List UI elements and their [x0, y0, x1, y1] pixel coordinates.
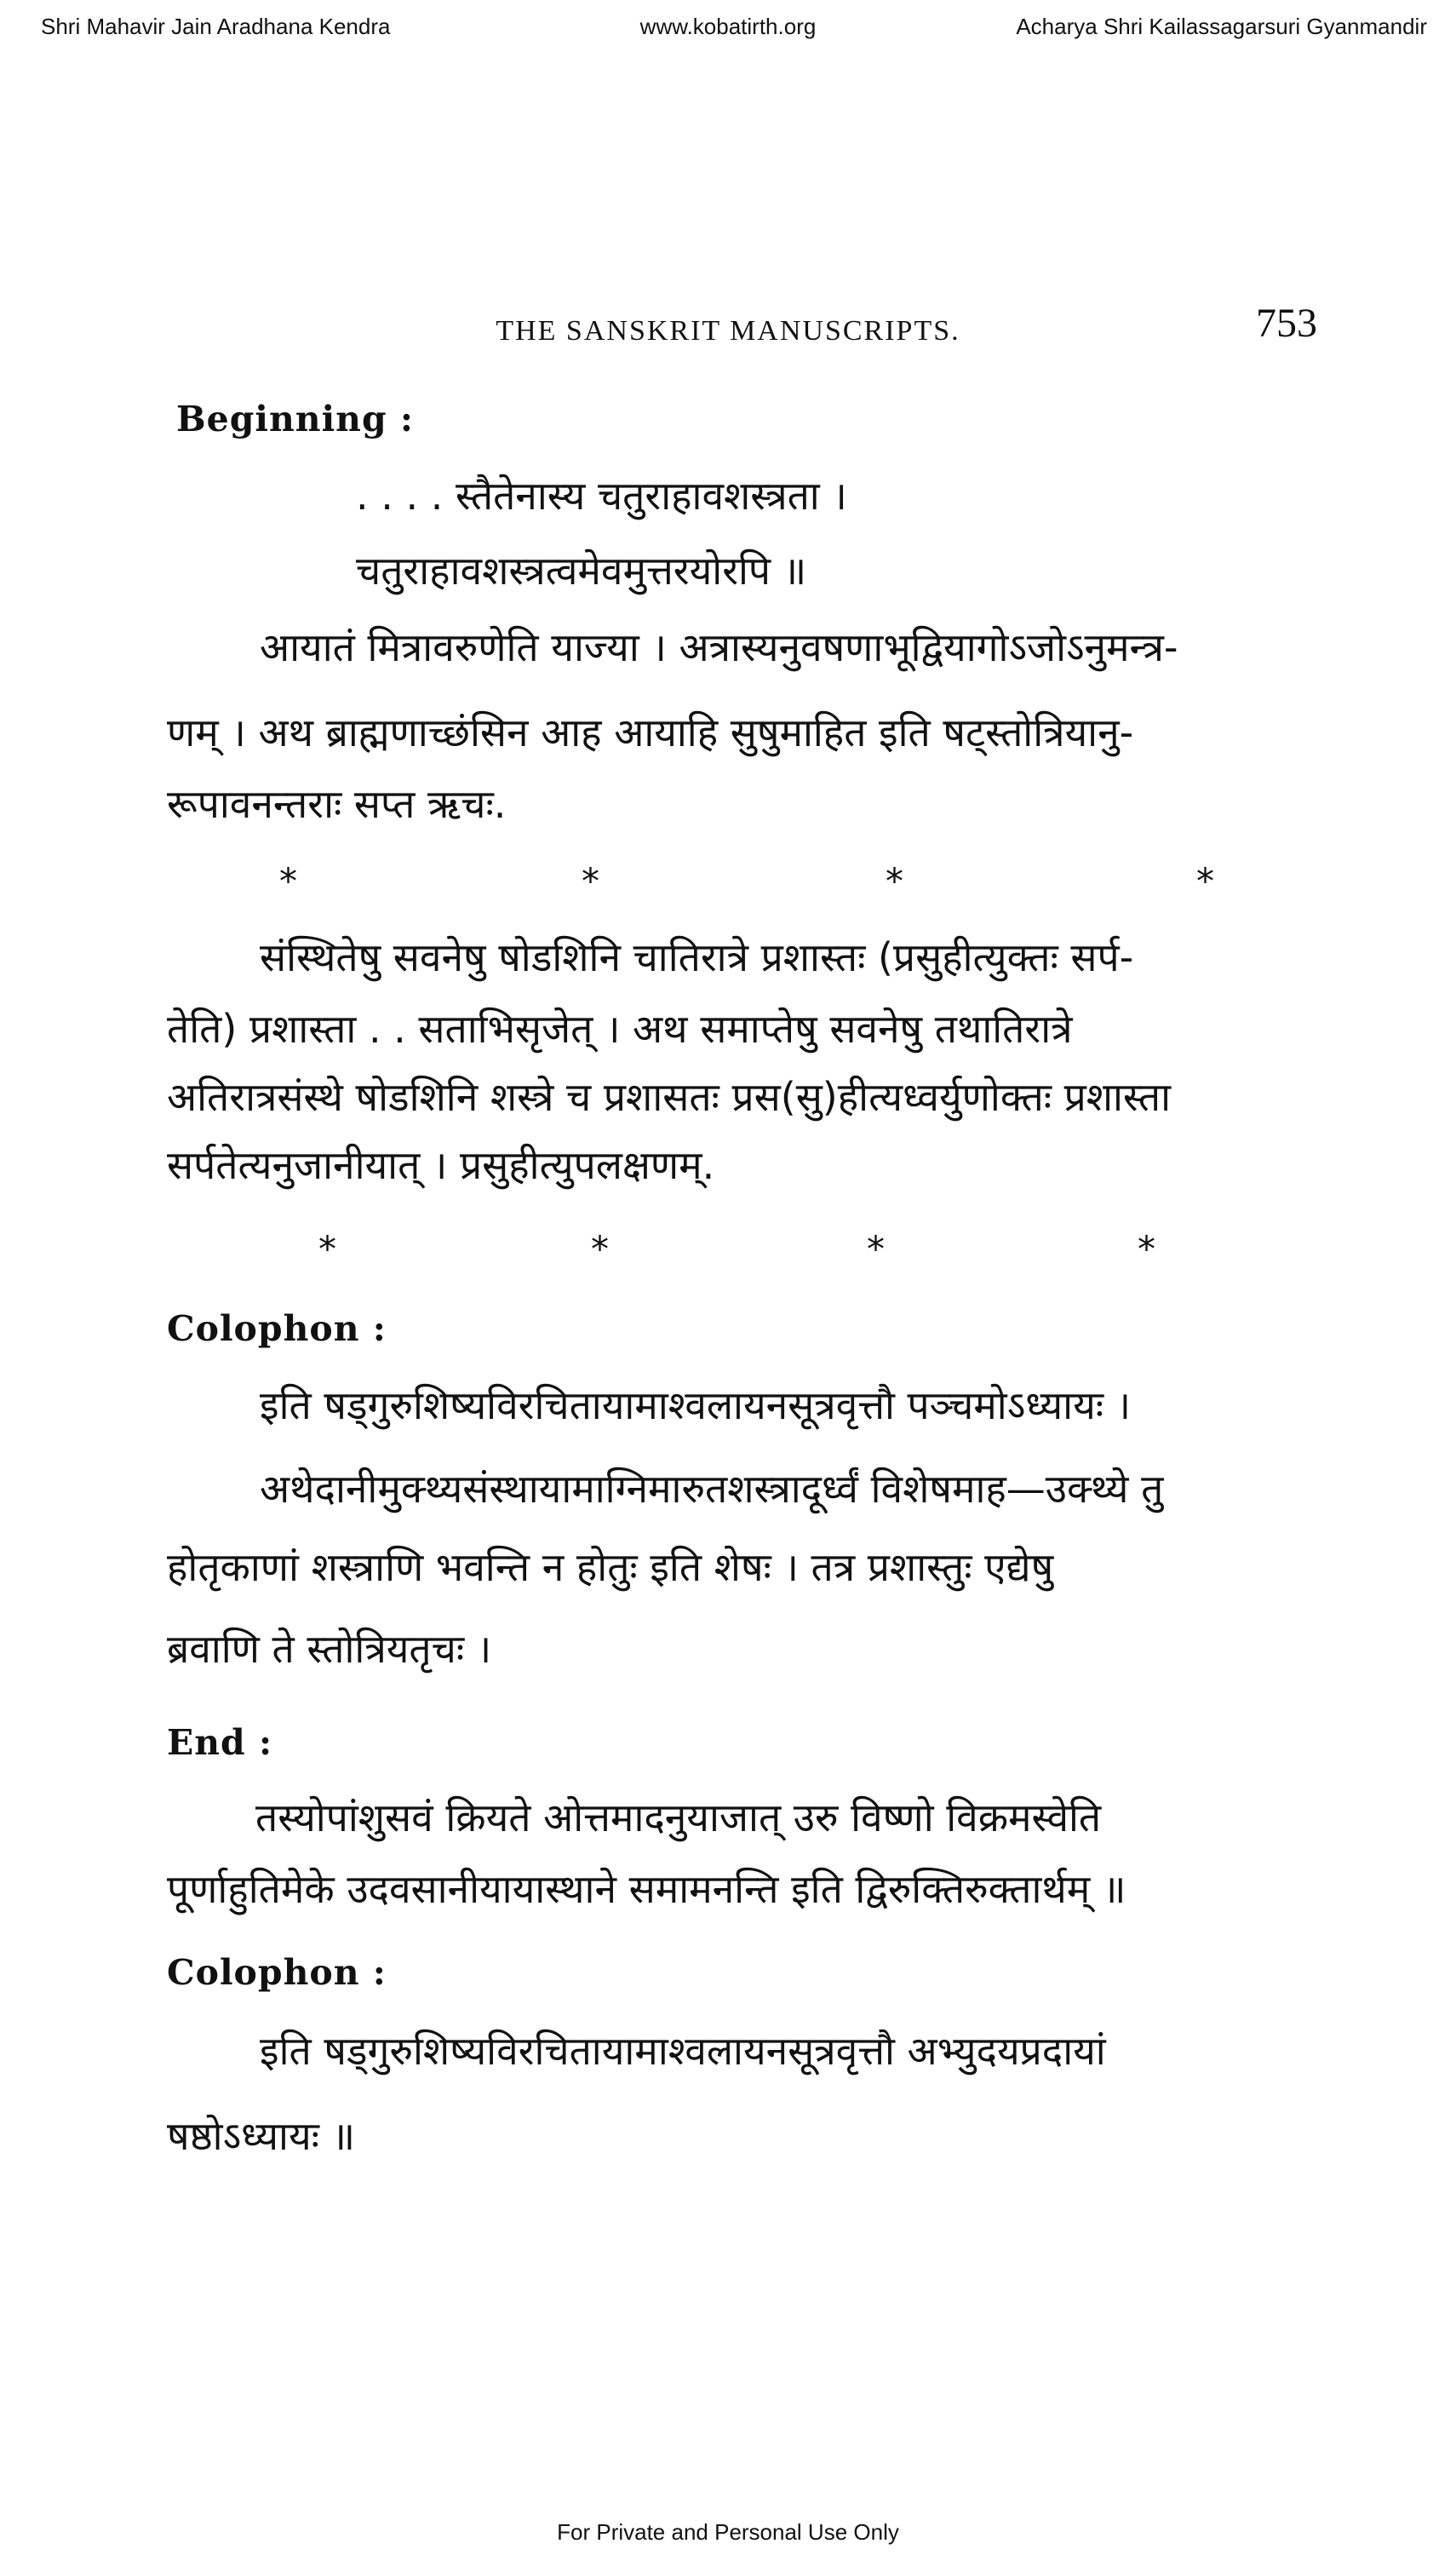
- footer-notice: For Private and Personal Use Only: [557, 2519, 899, 2545]
- end-heading: End :: [167, 1722, 273, 1763]
- colophon-heading: Colophon :: [167, 1952, 387, 1993]
- end-line-2: पूर्णाहुतिमेके उदवसानीयायास्थाने समामनन्ति इति द्विरुक्तिरुक्तार्थम् ॥: [167, 1866, 1126, 1912]
- asterisk: *: [591, 1228, 609, 1270]
- beginning-verse-line-2: चतुराहावशस्त्रत्वमेवमुत्तरयोरपि ॥: [356, 548, 807, 594]
- header-center-url: www.kobatirth.org: [639, 14, 817, 39]
- beginning-para1-line-3: रूपावनन्तराः सप्त ऋचः.: [167, 781, 507, 827]
- section-divider-stars-1: [0, 860, 1456, 911]
- asterisk: *: [867, 1228, 885, 1270]
- asterisk: *: [886, 860, 903, 902]
- end-line-1: तस्योपांशुसवं क्रियते ओत्तमादनुयाजात् उरु विष्णो विक्रमस्वेति: [255, 1794, 1102, 1840]
- asterisk: *: [318, 1228, 336, 1270]
- header-left-text: Shri Mahavir Jain Aradhana Kendra: [41, 14, 391, 39]
- asterisk: *: [1138, 1228, 1155, 1270]
- colophon1-line-4: ब्रवाणि ते स्तोत्रियतृचः ।: [167, 1626, 492, 1672]
- colophon1-line-2: अथेदानीमुक्थ्यसंस्थायामाग्निमारुतशस्त्रादूर्ध्वं विशेषमाह—उक्थ्ये तु: [260, 1466, 1164, 1512]
- beginning-para1-line-2: णम् । अथ ब्राह्मणाच्छंसिन आह आयाहि सुषुमाहित इति षट्स्तोत्रियानु-: [167, 709, 1134, 755]
- beginning-verse-line-1: . . . . स्तैतेनास्य चतुराहावशस्त्रता ।: [356, 473, 847, 519]
- beginning-para1-line-1: आयातं मित्रावरुणेति याज्या । अत्रास्यनुवषणाभूद्वियागोऽजोऽनुमन्त्र-: [260, 624, 1178, 670]
- colophon2-line-2: षष्ठोऽध्यायः ॥: [167, 2113, 356, 2159]
- header-right-text: Acharya Shri Kailassagarsuri Gyanmandir: [1016, 14, 1427, 39]
- asterisk: *: [1196, 860, 1214, 902]
- asterisk: *: [582, 860, 599, 902]
- page-number: 753: [1256, 301, 1317, 346]
- asterisk: *: [279, 860, 297, 902]
- colophon2-line-1: इति षड्गुरुशिष्यविरचितायामाश्वलायनसूत्रवृत्तौ अभ्युदयप्रदायां: [260, 2028, 1106, 2074]
- colophon-heading: Colophon :: [167, 1308, 387, 1349]
- running-head: THE SANSKRIT MANUSCRIPTS.: [496, 315, 960, 347]
- colophon1-line-1: इति षड्गुरुशिष्यविरचितायामाश्वलायनसूत्रवृत्तौ पञ्चमोऽध्यायः ।: [260, 1382, 1132, 1428]
- beginning-para2-line-1: संस्थितेषु सवनेषु षोडशिनि चातिरात्रे प्रशास्तः (प्रसुहीत्युक्तः सर्प-: [260, 934, 1134, 980]
- colophon1-line-3: होतृकाणां शस्त्राणि भवन्ति न होतुः इति शेषः । तत्र प्रशास्तुः एद्येषु: [167, 1544, 1054, 1590]
- beginning-heading: Beginning :: [176, 399, 415, 439]
- beginning-para2-line-2: तेति) प्रशास्ता . . सताभिसृजेत् । अथ समाप्तेषु सवनेषु तथातिरात्रे: [167, 1006, 1073, 1052]
- beginning-para2-line-4: सर्पतेत्यनुजानीयात् । प्रसुहीत्युपलक्षणम्.: [167, 1142, 715, 1188]
- section-divider-stars-2: [0, 1228, 1456, 1279]
- beginning-para2-line-3: अतिरात्रसंस्थे षोडशिनि शस्त्रे च प्रशासतः प्रस(सु)हीत्यध्वर्युणोक्तः प्रशास्ता: [167, 1074, 1172, 1120]
